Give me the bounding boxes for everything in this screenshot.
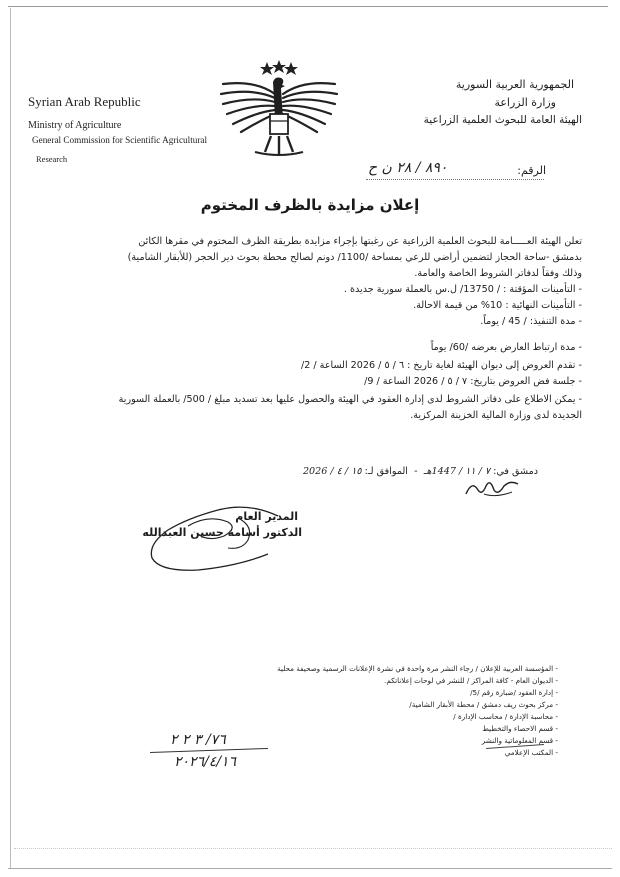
date-gregorian: ١٥ / ٤ / 2026 bbox=[302, 466, 362, 477]
letterhead-en-commission: General Commission for Scientific Agricultural bbox=[32, 135, 208, 145]
body-line-3: وذلك وفقاً لدفاتر الشروط الخاصة والعامة. bbox=[414, 268, 582, 279]
distribution-item: - المكتب الإعلامي bbox=[504, 748, 558, 757]
letterhead-en-republic: Syrian Arab Republic bbox=[28, 94, 141, 109]
date-hijri: ٧ / ١١ / 1447هـ bbox=[423, 466, 491, 477]
letterhead-ar-commission: الهيئة العامة للبحوث العلمية الزراعية bbox=[423, 114, 582, 126]
body-line-final-guarantee: - التأمينات النهائية : 10% من قيمة الاحالة. bbox=[413, 300, 582, 311]
signatory-title: المدير العام bbox=[235, 510, 298, 523]
distribution-item: - المؤسسة العربية للإعلان / رجاء النشر مرة واحدة في نشرة الإعلانات الرسمية وصحيفة محلية bbox=[277, 664, 558, 673]
distribution-item: - قسم الاحصاء والتخطيط bbox=[482, 724, 558, 733]
body-line-conditions: - يمكن الاطلاع على دفاتر الشروط لدى إدارة العقود في الهيئة والحصول عليها بعد تسديد مبلغ / 500/ بالعملة السورية bbox=[118, 394, 582, 405]
handwritten-registration-date: ٢٠٢٦/٤/١٦ bbox=[174, 754, 237, 770]
body-line-1: تعلن الهيئة العـــــامة للبحوث العلمية الزراعية عن رغبتها بإجراء مزايدة بطريقة الظرف المختوم في مقرها الكائن bbox=[138, 236, 582, 247]
announcement-title: إعلان مزايدة بالظرف المختوم bbox=[200, 196, 420, 214]
distribution-item: - الديوان العام - كافة المراكز / للنشر في لوحات إعلاناتكم. bbox=[384, 676, 558, 685]
reference-number: ٨٩٠ / ٢٨ ن ح bbox=[368, 160, 448, 176]
distribution-item: - قسم المعلوماتية والنشر bbox=[481, 736, 558, 745]
handwritten-registration-number: ٧٦/ ٣ ٢ ٢ bbox=[170, 732, 226, 748]
eagle-emblem-icon bbox=[215, 58, 343, 158]
body-line-2: بدمشق -ساحة الحجاز لتضمين أراضي للرعي بمساحة /1100/ دونم لصالح محطة بحوث دير الحجر (للأبقار الشامية) bbox=[127, 252, 582, 263]
scan-edge-line bbox=[14, 848, 612, 849]
page-border-left bbox=[10, 8, 11, 868]
signatory-name: الدكتور أسامة حسين العبدالله bbox=[142, 526, 302, 539]
letterhead-ar-republic: الجمهورية العربية السورية bbox=[455, 78, 574, 91]
handwritten-signature bbox=[128, 496, 318, 578]
body-line-temp-guarantee: - التأمينات المؤقتة : / 13750/ ل.س بالعملة سورية جديدة . bbox=[343, 284, 582, 295]
body-line-opening-session: - جلسة فض العروض بتاريخ: ٧ / ٥ / 2026 الساعة / 9/ bbox=[364, 376, 582, 387]
body-line-treasury: الجديدة لدى وزارة المالية الخزينة المركزية. bbox=[410, 410, 582, 421]
reference-label: الرقم: bbox=[517, 164, 546, 177]
handwritten-divider bbox=[150, 748, 268, 753]
date-line: دمشق في: ٧ / ١١ / 1447هـ - الموافق لـ: ١٥ / ٤ / 2026 bbox=[302, 466, 538, 477]
body-line-execution-period: - مدة التنفيذ: / 45 / يوماً. bbox=[480, 316, 582, 327]
letterhead-ar-ministry: وزارة الزراعة bbox=[494, 96, 556, 109]
distribution-item: - إدارة العقود /ضبارة رقم /5/ bbox=[470, 688, 558, 697]
date-gregorian-label: الموافق لـ: bbox=[364, 466, 408, 477]
distribution-item: - محاسبة الإدارة / محاسب الإدارة / bbox=[453, 712, 558, 721]
page-border-top bbox=[8, 6, 608, 7]
reference-underline bbox=[366, 179, 544, 180]
initials-scribble bbox=[462, 474, 524, 500]
distribution-item: - مركز بحوث ريف دمشق / محطة الأبقار الشامية/ bbox=[409, 700, 558, 709]
page-border-bottom bbox=[8, 868, 612, 869]
date-place-label: دمشق في: bbox=[493, 466, 538, 477]
body-line-submission-date: - تقدم العروض إلى ديوان الهيئة لغاية تاريخ : ٦ / ٥ / 2026 الساعة / 2/ bbox=[301, 360, 582, 371]
letterhead-en-research: Research bbox=[36, 154, 68, 164]
body-line-offer-validity: - مدة ارتباط العارض بعرضه /60/ يوماً bbox=[430, 342, 582, 353]
letterhead-en-ministry: Ministry of Agriculture bbox=[28, 120, 122, 131]
